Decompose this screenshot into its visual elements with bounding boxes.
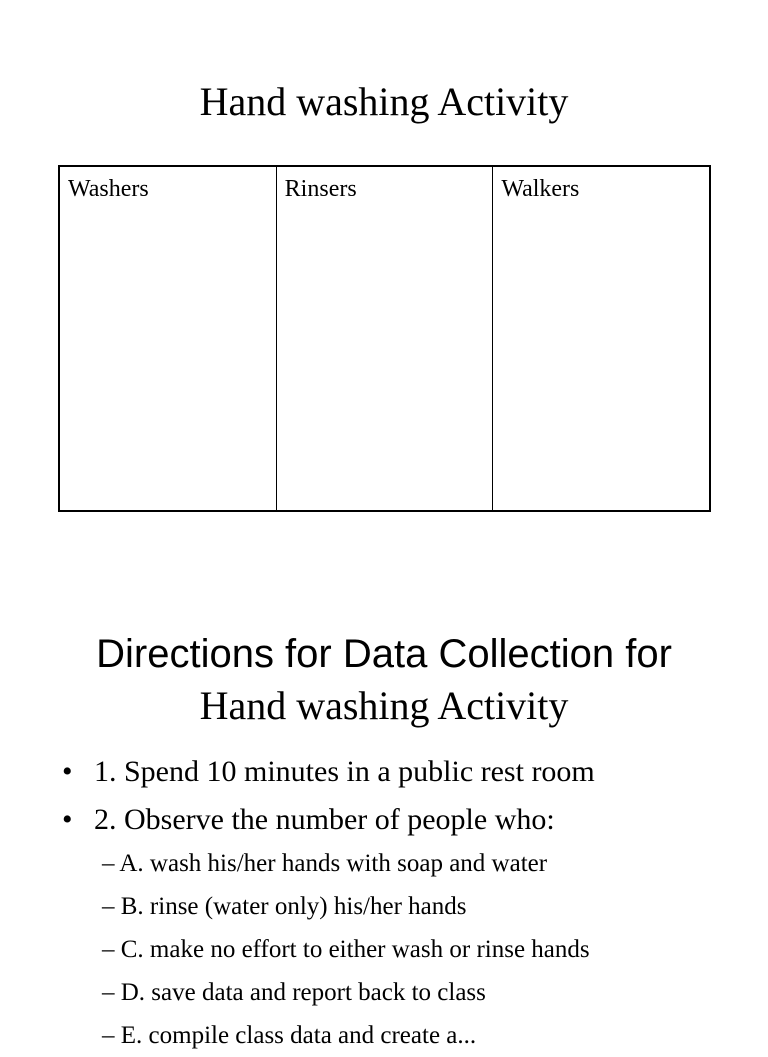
rinsers-column: Rinsers — [277, 167, 494, 510]
directions-title-line-1: Directions for Data Collection for — [96, 632, 672, 676]
step-text: 1. Spend 10 minutes in a public rest room — [94, 755, 595, 788]
sub-list-item: – A. wash his/her hands with soap and water — [102, 850, 548, 877]
observation-sub-steps — [102, 842, 590, 1057]
sub-list-item: – B. rinse (water only) his/her hands — [102, 893, 467, 920]
step-text: 2. Observe the number of people who: — [94, 803, 555, 836]
observation-table — [58, 165, 711, 512]
walkers-column: Walkers — [501, 176, 580, 202]
sub-list-item: – D. save data and report back to class — [102, 979, 486, 1006]
sub-list-item: – C. make no effort to either wash or rinse hands — [102, 936, 590, 963]
bullet-marker: • — [62, 755, 73, 788]
washers-column: Washers — [60, 167, 277, 510]
list-item — [62, 796, 595, 844]
list-item — [62, 748, 595, 796]
sub-list-item: – E. compile class data and create a... — [102, 1022, 477, 1049]
page-title: Hand washing Activity — [199, 79, 569, 124]
directions-title — [0, 628, 768, 732]
direction-steps — [62, 748, 595, 844]
bullet-marker: • — [62, 803, 73, 836]
directions-title-line-2: Hand washing Activity — [199, 683, 569, 728]
